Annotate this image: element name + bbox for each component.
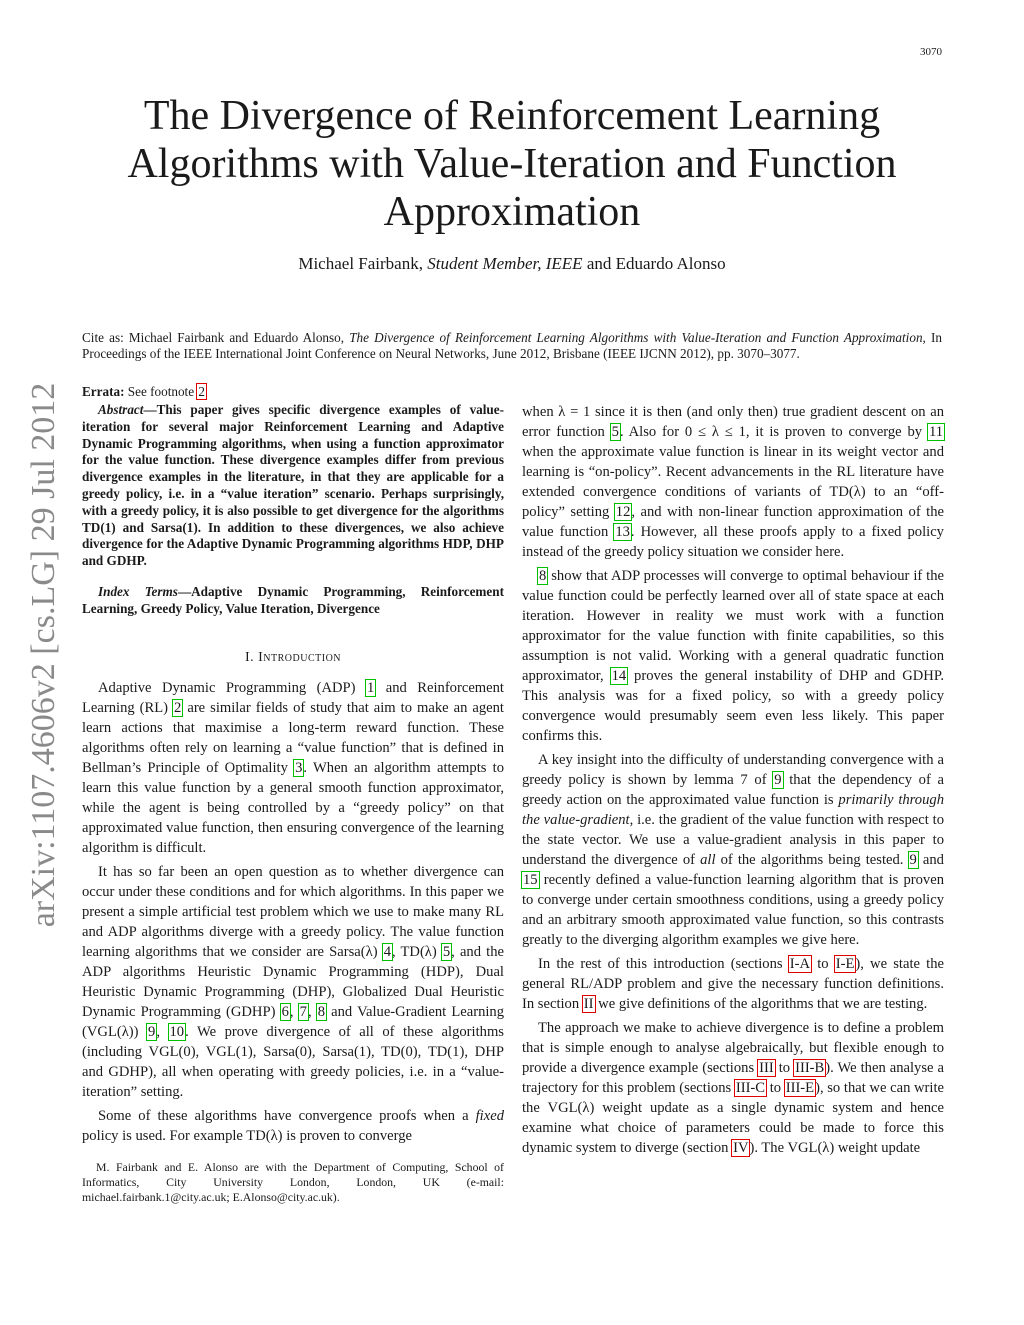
citation-link[interactable]: 6	[281, 1003, 289, 1020]
index-terms-text: —Adaptive Dynamic Programming, Reinforcement Learning, Greedy Policy, Value Iteration, Divergence	[82, 583, 504, 616]
citation-link[interactable]: 10	[169, 1023, 185, 1040]
paragraph: The approach we make to achieve divergence is to define a problem that is simple enough to analyse algebraically, but flexible enough to provide a divergence example (sections III to III-B). We then analyse a trajectory for this problem (sections III-C to III-E), so that we can write the VGL(λ) weight update as a single dynamic system and hence examine what choice of parameters could be made to force this dynamic system to diverge (section IV). The VGL(λ) weight update	[522, 1020, 945, 1156]
abstract	[82, 402, 504, 570]
citation-link[interactable]: 9	[909, 852, 917, 868]
paragraph: It has so far been an open question as to whether divergence can occur under these conditions and for which algorithms. In this paper we present a simple artificial test problem which we use to make many RL and ADP algorithms diverge with a greedy policy. The value function learning algorithms that we consider are Sarsa(λ) 4, TD(λ) 5, and the ADP algorithms Heuristic Dynamic Programming (HDP), Dual Heuristic Dynamic Programming (DHP), Globalized Dual Heuristic Dynamic Programming (GDHP) 6, 7, 8 and Value-Gradient Learning (VGL(λ)) 9, 10. We prove divergence of all of these algorithms (including VGL(0), VGL(1), Sarsa(0), Sarsa(1), TD(0), TD(1), DHP and GDHP), all when operating with greedy policies, i.e. in a “value-iteration” setting.	[82, 863, 505, 1100]
title-line: The Divergence of Reinforcement Learning	[143, 93, 881, 139]
page-number: 3070	[920, 46, 942, 58]
citation-link[interactable]: 5	[442, 943, 451, 960]
section-link[interactable]: I-A	[789, 956, 811, 972]
author-name: Michael Fairbank,	[298, 254, 423, 273]
paper-title	[82, 92, 942, 236]
left-column	[82, 402, 504, 1205]
section-link[interactable]: I-E	[835, 956, 855, 972]
citation-link[interactable]: 15	[523, 872, 538, 888]
paragraph: Some of these algorithms have convergence proofs when a fixed policy is used. For example TD(λ) is proven to converge	[82, 1107, 504, 1144]
abstract-text: —This paper gives specific divergence examples of value-iteration for several major Reinforcement Learning and Adaptive Dynamic Programming algorithms, when using a function approximator for the value function. These divergence examples differ from previous divergence examples in the literature, in that they are applicable for a greedy policy, i.e. in a “value iteration” scenario. Perhaps surprisingly, with a greedy policy, it is also possible to get divergence for the algorithms TD(1) and Sarsa(1). In addition to these divergences, we also achieve divergence for the Adaptive Dynamic Programming algorithms HDP, DHP and GDHP.	[82, 402, 504, 569]
cite-rest: , In Proceedings of the IEEE International Joint Conference on Neural Networks, June 2012, Brisbane (IEEE IJCNN 2012), pp. 3070–3077.	[82, 330, 942, 361]
author-name: Eduardo Alonso	[615, 254, 726, 273]
footnote: M. Fairbank and E. Alonso are with the Department of Computing, School of Informatics, City University London, London, UK (e-mail: michael.fairbank.1@city.ac.uk; E.Alonso@city.ac.uk).	[82, 1159, 504, 1204]
section-link[interactable]: III-C	[735, 1080, 766, 1096]
section-link[interactable]: II	[583, 996, 594, 1012]
citation-link[interactable]: 8	[539, 568, 547, 584]
cite-title: The Divergence of Reinforcement Learning Algorithms with Value-Iteration and Function Approximation	[349, 330, 923, 345]
index-terms-lead: Index Terms	[98, 583, 178, 599]
paragraph: A key insight into the difficulty of understanding convergence with a greedy policy is shown by lemma 7 of 9 that the dependency of a greedy action on the approximated value function is primarily through the value-gradient, i.e. the gradient of the value function with respect to the state vector. We use a value-gradient analysis in this paper to understand the divergence of all of the algorithms being tested. 9 and 15 recently defined a value-function learning algorithm that is proven to converge under certain smoothness conditions, using a greedy policy and an arbitrary smooth approximated value function, so this contrasts greatly to the diverging algorithm examples we give here.	[522, 752, 944, 948]
errata-text: See footnote	[127, 384, 195, 399]
citation-link[interactable]: 12	[615, 504, 631, 520]
section-heading	[82, 648, 504, 668]
arxiv-stamp: arXiv:1107.4606v2 [cs.LG] 29 Jul 2012	[25, 382, 62, 928]
title-line: Approximation	[383, 189, 641, 235]
citation-link[interactable]: 4	[383, 943, 391, 960]
section-numeral: I.	[244, 649, 255, 665]
title-block	[82, 92, 942, 274]
authors	[82, 254, 942, 274]
citation-link[interactable]: 7	[299, 1003, 307, 1020]
abstract-lead: Abstract	[98, 402, 144, 417]
index-terms	[82, 584, 504, 618]
paragraph: 8 show that ADP processes will converge to optimal behaviour if the value function could be perfectly learned over all of state space at each iteration. However in reality we must work with a function approximator for the value function with finite capabilities, so this assumption is not valid. Working with a general quadratic function approximator, 14 proves the general instability of DHP and GDHP. This analysis was for a fixed policy, so with a greedy policy convergence would presumably seem even less likely. This paper confirms this.	[522, 568, 944, 744]
citation-link[interactable]: 3	[295, 759, 303, 776]
citation-link[interactable]: 5	[611, 424, 619, 440]
errata-label: Errata:	[82, 384, 125, 399]
right-column	[522, 402, 944, 1162]
section-title: Introduction	[258, 649, 342, 665]
title-line: Algorithms with Value-Iteration and Function	[127, 141, 897, 187]
paragraph: Adaptive Dynamic Programming (ADP) 1 and Reinforcement Learning (RL) 2 are similar fields of study that aim to make an agent learn actions that maximise a long-term reward function. These algorithms often rely on learning a “value function” that is defined in Bellman’s Principle of Optimality 3. When an algorithm attempts to learn this value function by a general smooth function approximator, while the agent is being controlled by a “greedy policy” on that approximated value function, then ensuring convergence of the learning algorithm is difficult.	[82, 679, 504, 856]
author-connector: and	[586, 254, 612, 273]
errata	[82, 384, 206, 400]
citation-link[interactable]: 13	[615, 524, 630, 540]
citation-note	[82, 330, 942, 362]
cite-prefix: Cite as: Michael Fairbank and Eduardo Alonso,	[82, 330, 345, 345]
section-link[interactable]: III-B	[795, 1060, 825, 1076]
citation-link[interactable]: 1	[366, 679, 375, 696]
citation-link[interactable]: 14	[611, 668, 627, 684]
citation-link[interactable]: 11	[928, 424, 943, 440]
footnote-link[interactable]: 2	[198, 384, 205, 399]
author-role: Student Member, IEEE	[427, 254, 583, 273]
citation-link[interactable]: 9	[148, 1023, 156, 1040]
citation-link[interactable]: 2	[174, 699, 182, 716]
paragraph: In the rest of this introduction (sections I-A to I-E), we state the general RL/ADP problem and give the necessary function definitions. In section II we give definitions of the algorithms that we are testing.	[522, 956, 944, 1012]
paragraph: when λ = 1 since it is then (and only then) true gradient descent on an error function 5. Also for 0 ≤ λ ≤ 1, it is proven to converge by 11 when the approximate value function is linear in its weight vector and learning is “on-policy”. Recent advancements in the RL literature have extended convergence conditions of variants of TD(λ) to an “off-policy” setting 12, and with non-linear function approximation of the value function 13. However, all these proofs apply to a fixed policy instead of the greedy policy situation we consider here.	[522, 404, 944, 560]
citation-link[interactable]: 8	[317, 1003, 326, 1020]
section-link[interactable]: III	[759, 1060, 774, 1076]
section-link[interactable]: III-E	[785, 1080, 815, 1096]
section-link[interactable]: IV	[733, 1140, 749, 1156]
citation-link[interactable]: 9	[774, 772, 782, 788]
